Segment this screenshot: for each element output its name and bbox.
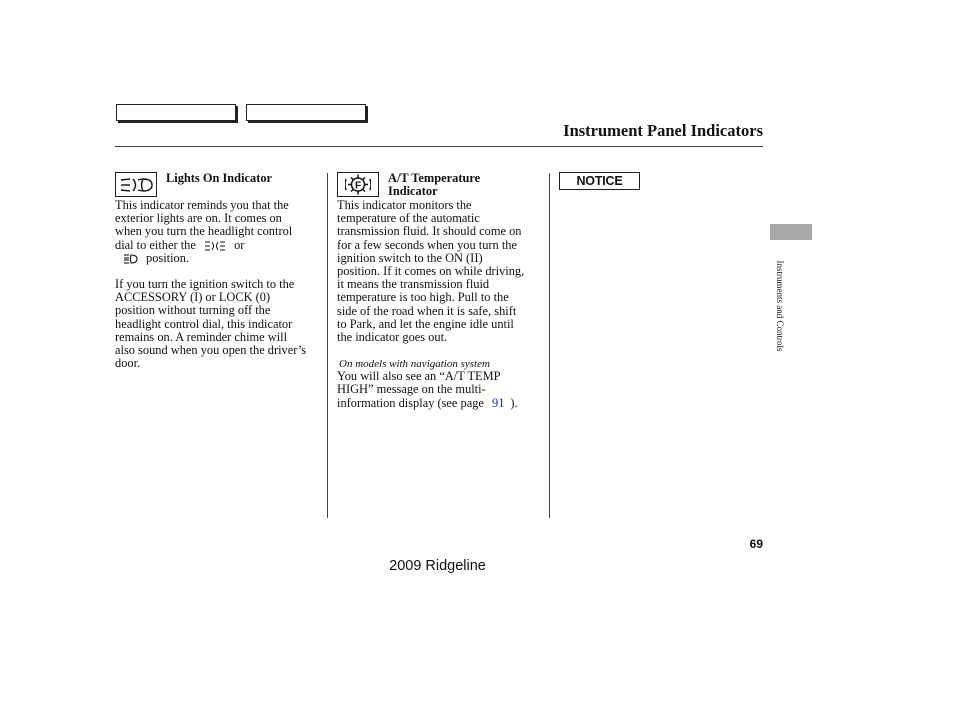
text-line: ). <box>510 395 518 410</box>
lights-on-indicator-icon <box>115 172 157 197</box>
text-line: it means the transmission fluid <box>337 277 490 292</box>
text-line: ACCESSORY (I) or LOCK (0) <box>115 290 271 305</box>
title-line: A/T Temperature <box>388 171 481 185</box>
text-line: position without turning off the <box>115 303 271 318</box>
footer-model: 2009 Ridgeline <box>389 558 486 574</box>
header-divider <box>115 146 763 147</box>
text-line: If you turn the ignition switch to the <box>115 277 295 292</box>
at-temperature-description <box>337 199 547 410</box>
page-title: Instrument Panel Indicators <box>563 121 763 140</box>
column-divider-2 <box>549 173 550 518</box>
section-tab-label: Instruments and Controls <box>775 260 785 352</box>
text-line: This indicator monitors the <box>337 198 472 212</box>
text-line: ignition switch to the ON (II) <box>337 250 483 265</box>
text-line: position. <box>146 250 190 265</box>
text-line: remains on. A reminder chime will <box>115 329 288 344</box>
lights-on-indicator-title: Lights On Indicator <box>166 171 273 185</box>
text-line: door. <box>115 356 141 371</box>
text-line: or <box>234 237 245 252</box>
column-divider-1 <box>327 173 328 518</box>
at-temperature-indicator-icon <box>337 172 379 197</box>
parking-lights-icon <box>205 241 225 251</box>
text-line: the indicator goes out. <box>337 330 448 345</box>
nav-system-note: On models with navigation system <box>339 358 490 371</box>
title-line: Indicator <box>388 184 438 198</box>
nav-button-next[interactable] <box>246 104 366 121</box>
text-line: exterior lights are on. It comes on <box>115 211 282 226</box>
text-line: information display (see page <box>337 395 484 410</box>
text-line: This indicator reminds you that the <box>115 198 289 212</box>
text-line: transmission fluid. It should come on <box>337 224 522 239</box>
text-line: temperature of the automatic <box>337 211 480 226</box>
text-line: when you turn the headlight control <box>115 224 293 239</box>
text-line: HIGH” message on the multi- <box>337 382 486 397</box>
lights-on-description <box>115 199 327 370</box>
section-tab[interactable] <box>770 224 812 240</box>
at-temp-icon-letter: F <box>354 180 362 192</box>
text-line: to Park, and let the engine idle until <box>337 316 514 331</box>
notice-label: NOTICE <box>559 172 640 190</box>
text-line: side of the road when it is safe, shift <box>337 303 517 318</box>
at-temperature-indicator-title <box>388 172 480 198</box>
nav-button-prev[interactable] <box>116 104 236 121</box>
text-line: also sound when you open the driver’s <box>115 343 307 358</box>
text-line: dial to either the <box>115 237 196 252</box>
page-number: 69 <box>749 537 763 551</box>
text-line: temperature is too high. Pull to the <box>337 290 509 305</box>
text-line: position. If it comes on while driving, <box>337 264 525 279</box>
page-link[interactable]: 91 <box>492 395 505 410</box>
text-line: headlight control dial, this indicator <box>115 316 293 331</box>
headlight-icon <box>124 254 138 264</box>
text-line: for a few seconds when you turn the <box>337 237 517 252</box>
text-line: You will also see an “A/T TEMP <box>337 369 501 384</box>
